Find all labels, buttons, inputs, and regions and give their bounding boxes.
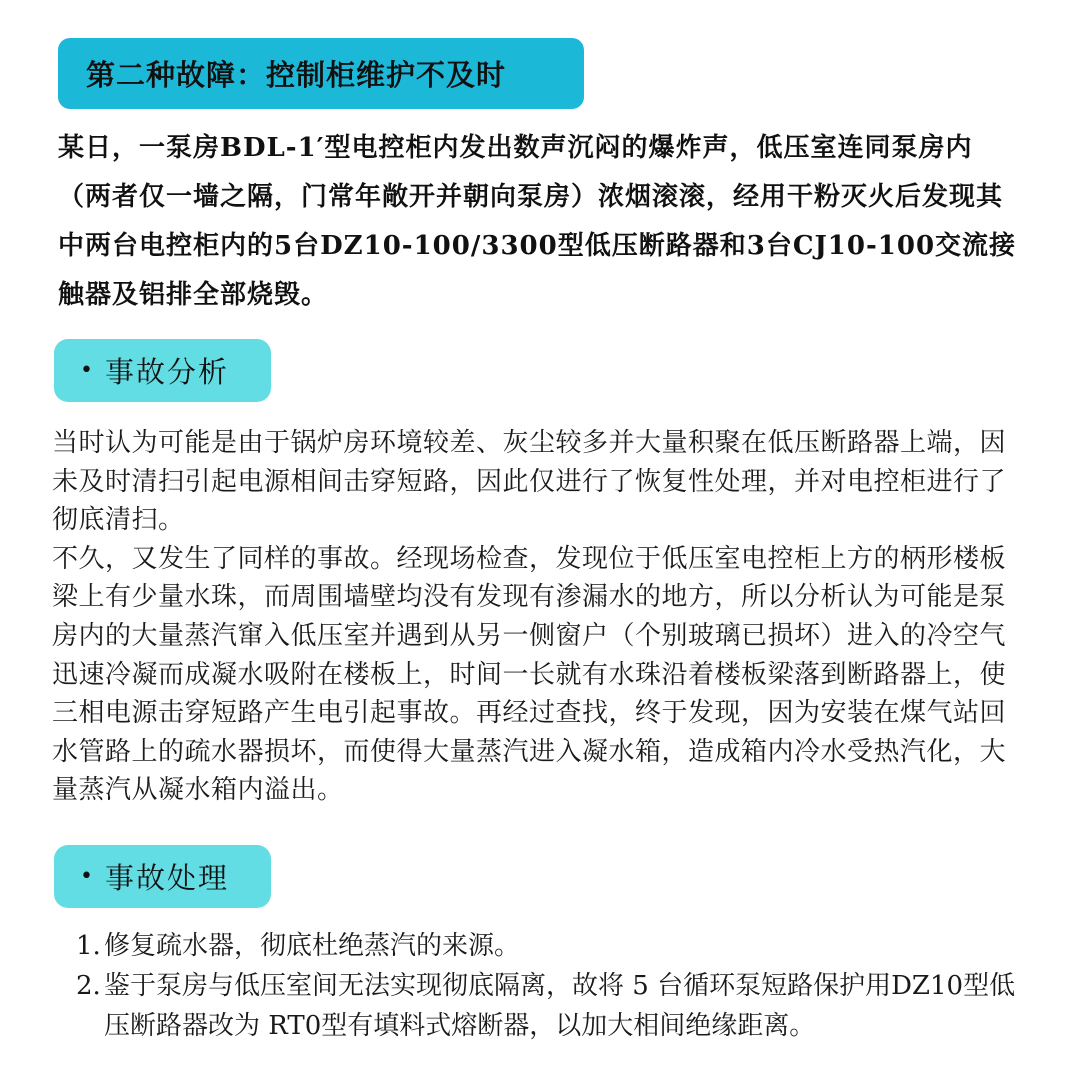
analysis-paragraph: 当时认为可能是由于锅炉房环境较差、灰尘较多并大量积聚在低压断路器上端，因未及时清扫引起电源相间击穿短路，因此仅进行了恢复性处理，并对电控柜进行了彻底清扫。	[52, 428, 1007, 536]
handling-list	[76, 926, 1026, 1046]
list-item	[76, 926, 1026, 966]
analysis-body	[52, 424, 1012, 810]
list-item-text: 修复疏水器，彻底杜绝蒸汽的来源。	[104, 931, 521, 961]
section-label-handling: 事故处理	[104, 861, 229, 895]
intro-paragraph: 某日，一泵房BDL-1′型电控柜内发出数声沉闷的爆炸声，低压室连同泵房内（两者仅一墙之隔，门常年敞开并朝向泵房）浓烟滚滚，经用干粉灭火后发现其中两台电控柜内的5台DZ10-100/3300型低压断路器和3台CJ10-100交流接触器及铝排全部烧毁。	[58, 133, 1017, 310]
list-number: 2.	[76, 971, 101, 1001]
analysis-paragraph: 不久，又发生了同样的事故。经现场检查，发现位于低压室电控柜上方的柄形楼板梁上有少量水珠，而周围墙壁均没有发现有渗漏水的地方，所以分析认为可能是泵房内的大量蒸汽窜入低压室并遇到从另一侧窗户（个别玻璃已损坏）进入的冷空气迅速冷凝而成凝水吸附在楼板上，时间一长就有水珠沿着楼板梁落到断路器上，使三相电源击穿短路产生电引起事故。再经过查找，终于发现，因为安装在煤气站回水管路上的疏水器损坏，而使得大量蒸汽进入凝水箱，造成箱内冷水受热汽化，大量蒸汽从凝水箱内溢出。	[52, 543, 1007, 806]
page-title: 第二种故障：控制柜维护不及时	[86, 58, 507, 92]
section-heading-analysis	[54, 339, 271, 402]
section-label-analysis: 事故分析	[104, 355, 229, 389]
bullet-icon: •	[80, 864, 93, 889]
section-heading-handling	[54, 845, 271, 908]
bullet-icon: •	[80, 358, 93, 383]
list-item-text: 鉴于泵房与低压室间无法实现彻底隔离，故将 5 台循环泵短路保护用DZ10型低压断路器改为 RT0型有填料式熔断器，以加大相间绝缘距离。	[104, 971, 1016, 1041]
list-item	[76, 966, 1026, 1046]
title-banner	[58, 38, 584, 109]
list-number: 1.	[76, 931, 101, 961]
